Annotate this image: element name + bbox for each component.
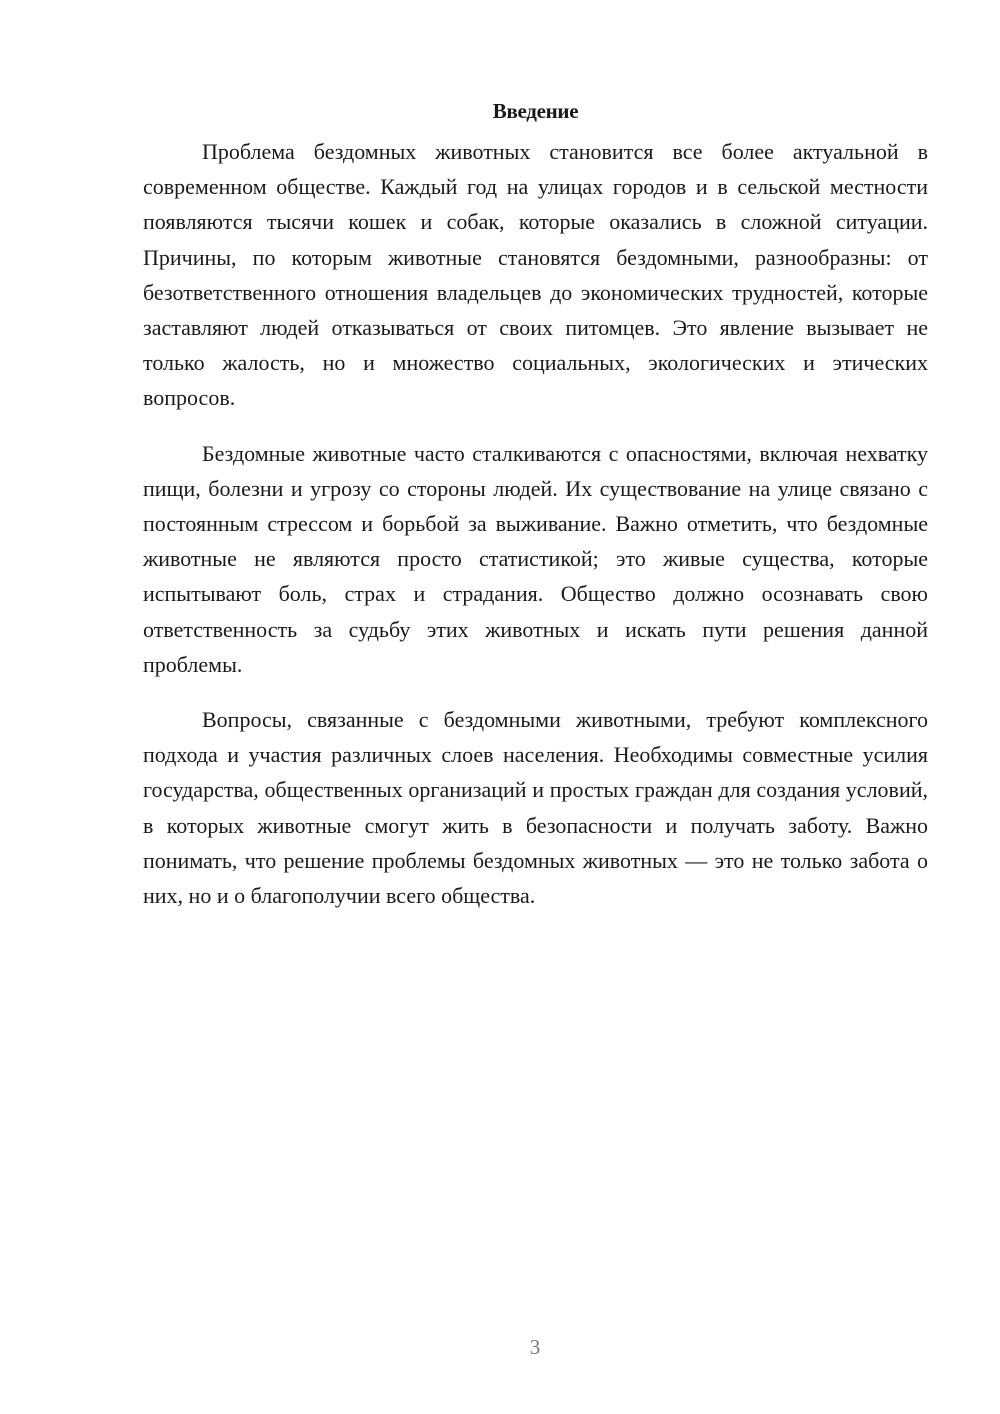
paragraph: Вопросы, связанные с бездомными животными, требуют комплексного подхода и участия различных слоев населения. Необходимы совместные усилия государства, общественных организаций и простых граждан для создания условий, в которых животные смогут жить в безопасности и получать заботу. Важно понимать, что решение проблемы бездомных животных — это не только забота о них, но и о благополучии всего общества. xyxy=(143,707,928,909)
page-content xyxy=(143,93,928,933)
paragraph: Бездомные животные часто сталкиваются с опасностями, включая нехватку пищи, болезни и угрозу со стороны людей. Их существование на улице связано с постоянным стрессом и борьбой за выживание. Важно отметить, что бездомные животные не являются просто статистикой; это живые существа, которые испытывают боль, страх и страдания. Общество должно осознавать свою ответственность за судьбу этих животных и искать пути решения данной проблемы. xyxy=(143,440,928,677)
page-number: 3 xyxy=(529,1335,541,1359)
paragraph: Проблема бездомных животных становится все более актуальной в современном обществе. Каждый год на улицах городов и в сельской местности появляются тысячи кошек и собак, которые оказались в сложной ситуации. Причины, по которым животные становятся бездомными, разнообразны: от безответственного отношения владельцев до экономических трудностей, которые заставляют людей отказываться от своих питомцев. Это явление вызывает не только жалость, но и множество социальных, экологических и этических вопросов. xyxy=(143,139,928,411)
section-heading: Введение xyxy=(492,99,579,123)
